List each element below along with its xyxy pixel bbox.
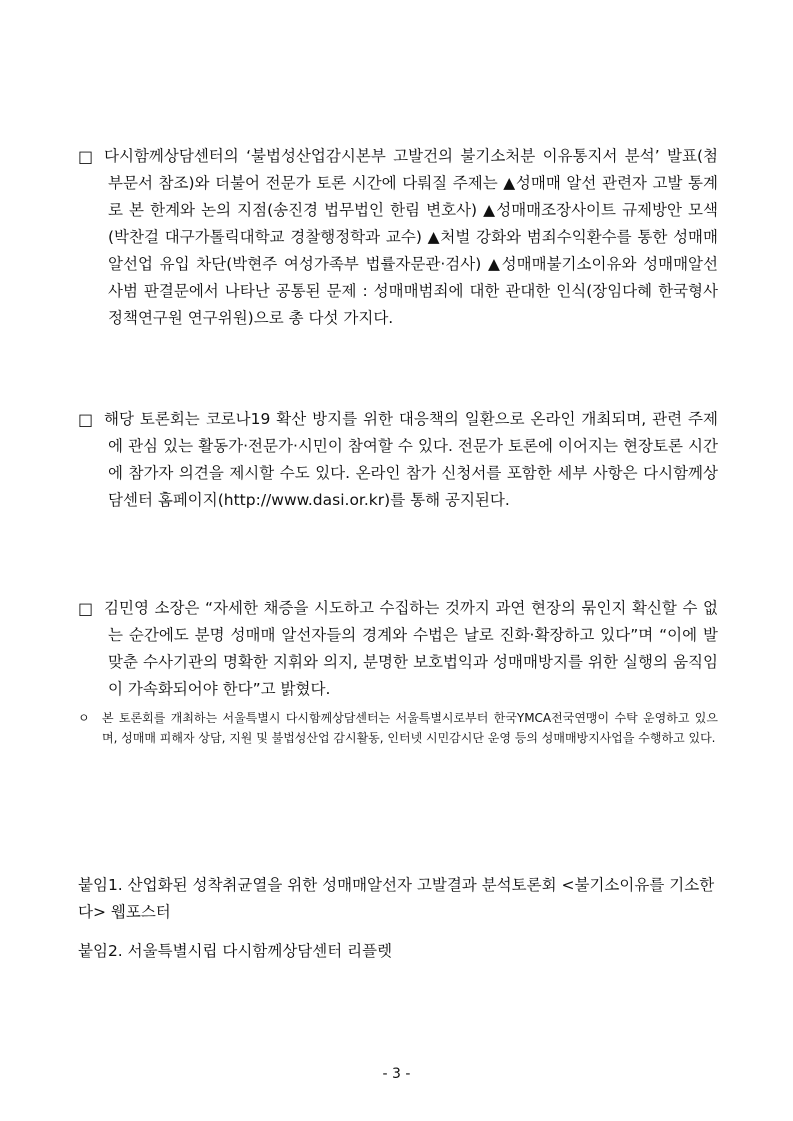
paragraph-3 xyxy=(78,595,718,703)
paragraph-text: 김민영 소장은 “자세한 채증을 시도하고 수집하는 것까지 과연 현장의 묶인지 확신할 수 없는 순간에도 분명 성매매 알선자들의 경계와 수법은 날로 진화·확장하고 있다”며 “이에 발맞춘 수사기관의 명확한 지휘와 의지, 분명한 보호법익과 성매매방지를 위한 실행의 움직임이 가속화되어야 한다”고 밝혔다. xyxy=(104,599,718,698)
attachment-2: 붙임2. 서울특별시립 다시함께상담센터 리플렛 xyxy=(78,942,393,960)
note-text: 본 토론회를 개최하는 서울특별시 다시함께상담센터는 서울특별시로부터 한국YMCA전국연맹이 수탁 운영하고 있으며, 성매매 피해자 상담, 지원 및 불법성산업 감시활동, 인터넷 시민감시단 운영 등의 성매매방지사업을 수행하고 있다. xyxy=(102,711,718,745)
paragraph-marker: □ xyxy=(78,599,94,618)
paragraph-marker: □ xyxy=(78,147,94,166)
center-note xyxy=(78,708,718,748)
attachment-1: 붙임1. 산업화된 성착취균열을 위한 성매매알선자 고발결과 분석토론회 <불기소이유를 기소한다> 웹포스터 xyxy=(78,876,715,921)
paragraph-1 xyxy=(78,143,718,332)
paragraph-marker: □ xyxy=(78,410,94,429)
paragraph-text: 다시함께상담센터의 ‘불법성산업감시본부 고발건의 불기소처분 이유통지서 분석’ 발표(첨부문서 참조)와 더불어 전문가 토론 시간에 다뤄질 주제는 ▲성매매 알선 관련자 고발 통계로 본 한계와 논의 지점(송진경 법무법인 한림 변호사) ▲성매매조장사이트 규제방안 모색(박찬걸 대구가톨릭대학교 경찰행정학과 교수) ▲처벌 강화와 범죄수익환수를 통한 성매매알선업 유입 차단(박현주 여성가족부 법률자문관·검사) ▲성매매불기소이유와 성매매알선사범 판결문에서 나타난 공통된 문제 : 성매매범죄에 대한 관대한 인식(장임다혜 한국형사정책연구원 연구위원)으로 총 다섯 가지다. xyxy=(104,147,718,327)
note-marker: ㅇ xyxy=(78,711,90,725)
paragraph-2 xyxy=(78,406,718,514)
page-number: - 3 - xyxy=(382,1066,411,1082)
paragraph-text: 해당 토론회는 코로나19 확산 방지를 위한 대응책의 일환으로 온라인 개최되며, 관련 주제에 관심 있는 활동가·전문가·시민이 참여할 수 있다. 전문가 토론에 이어지는 현장토론 시간에 참가자 의견을 제시할 수도 있다. 온라인 참가 신청서를 포함한 세부 사항은 다시함께상담센터 홈페이지(http://www.dasi.or.kr)를 통해 공지된다. xyxy=(104,410,718,509)
